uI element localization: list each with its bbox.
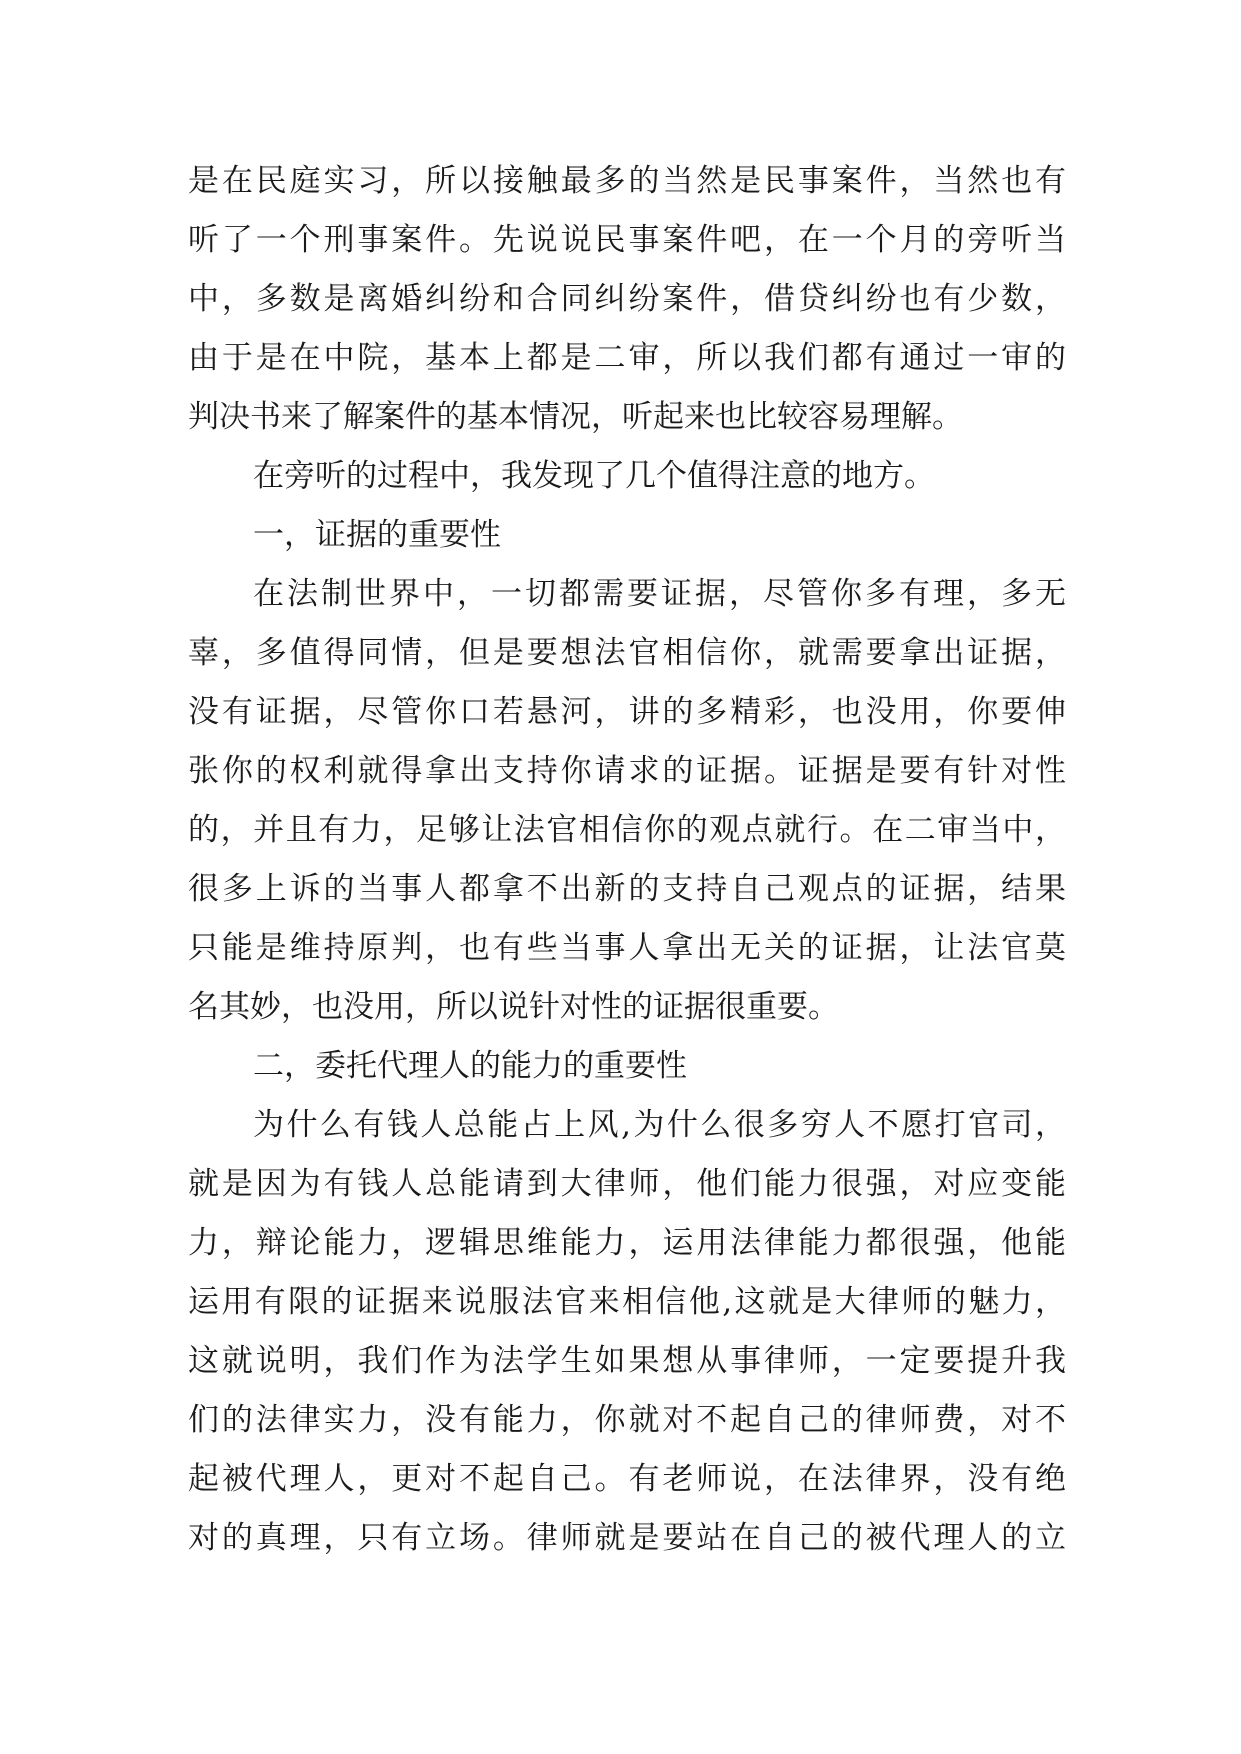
paragraph-line: 在法制世界中，一切都需要证据，尽管你多有理，多无	[253, 576, 1066, 612]
text-line: 起被代理人，更对不起自己。有老师说，在法律界，没有绝	[188, 1461, 1066, 1497]
text-line: 的，并且有力，足够让法官相信你的观点就行。在二审当中，	[188, 812, 1066, 848]
text-line: 辜，多值得同情，但是要想法官相信你，就需要拿出证据，	[188, 635, 1066, 671]
section-heading: 一，证据的重要性	[253, 517, 501, 553]
text-line: 听了一个刑事案件。先说说民事案件吧，在一个月的旁听当	[188, 222, 1066, 258]
section-heading: 二，委托代理人的能力的重要性	[253, 1048, 687, 1084]
text-line: 运用有限的证据来说服法官来相信他,这就是大律师的魅力，	[188, 1284, 1066, 1320]
text-line: 中，多数是离婚纠纷和合同纠纷案件，借贷纠纷也有少数，	[188, 281, 1066, 317]
paragraph-line: 在旁听的过程中，我发现了几个值得注意的地方。	[253, 458, 935, 494]
text-line: 只能是维持原判，也有些当事人拿出无关的证据，让法官莫	[188, 930, 1066, 966]
text-line: 很多上诉的当事人都拿不出新的支持自己观点的证据，结果	[188, 871, 1066, 907]
text-line: 张你的权利就得拿出支持你请求的证据。证据是要有针对性	[188, 753, 1066, 789]
text-line: 由于是在中院，基本上都是二审，所以我们都有通过一审的	[188, 340, 1066, 376]
text-line: 力，辩论能力，逻辑思维能力，运用法律能力都很强，他能	[188, 1225, 1066, 1261]
text-line: 没有证据，尽管你口若悬河，讲的多精彩，也没用，你要伸	[188, 694, 1066, 730]
text-line: 对的真理，只有立场。律师就是要站在自己的被代理人的立	[188, 1520, 1066, 1556]
paragraph-line: 为什么有钱人总能占上风,为什么很多穷人不愿打官司，	[253, 1107, 1066, 1143]
text-line: 判决书来了解案件的基本情况，听起来也比较容易理解。	[188, 399, 963, 435]
text-line: 就是因为有钱人总能请到大律师，他们能力很强，对应变能	[188, 1166, 1066, 1202]
text-line: 这就说明，我们作为法学生如果想从事律师，一定要提升我	[188, 1343, 1066, 1379]
text-line: 是在民庭实习，所以接触最多的当然是民事案件，当然也有	[188, 163, 1066, 199]
body-text	[188, 152, 1066, 1568]
text-line: 名其妙，也没用，所以说针对性的证据很重要。	[188, 989, 839, 1025]
text-line: 们的法律实力，没有能力，你就对不起自己的律师费，对不	[188, 1402, 1066, 1438]
